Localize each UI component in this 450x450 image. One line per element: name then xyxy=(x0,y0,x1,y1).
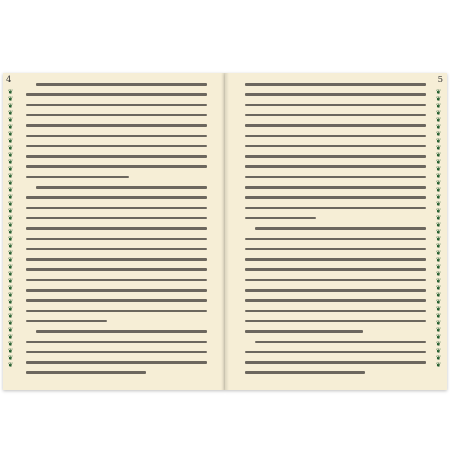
text-line xyxy=(245,330,363,333)
text-line xyxy=(26,320,107,323)
text-line xyxy=(26,155,207,158)
open-book xyxy=(0,73,450,390)
text-line xyxy=(26,124,207,127)
right-ornament-border: ❦ ❦ ❦ ❦ ❦ ❦ ❦ ❦ ❦ ❦ ❦ ❦ ❦ ❦ ❦ ❦ ❦ ❦ ❦ ❦ ❦ ❦ ❦ ❦ ❦ ❦ ❦ ❦ ❦ ❦ ❦ ❦ ❦ ❦ ❦ ❦ ❦ ❦ ❦ ❦ xyxy=(435,89,442,369)
text-line xyxy=(245,371,365,374)
text-line xyxy=(26,310,207,313)
text-line xyxy=(245,155,426,158)
text-line xyxy=(255,227,426,230)
text-line xyxy=(26,217,207,220)
text-line xyxy=(245,310,426,313)
text-line xyxy=(255,341,426,344)
left-page-number: 4 xyxy=(6,75,12,85)
text-line xyxy=(26,93,207,96)
text-line xyxy=(36,330,207,333)
text-line xyxy=(26,145,207,148)
text-line xyxy=(245,238,426,241)
text-line xyxy=(26,351,207,354)
text-line xyxy=(36,83,207,86)
text-line xyxy=(26,165,207,168)
text-line xyxy=(26,196,207,199)
text-line xyxy=(26,268,207,271)
right-page-number: 5 xyxy=(437,75,443,85)
text-line xyxy=(26,135,207,138)
text-line xyxy=(26,114,207,117)
text-line xyxy=(245,289,426,292)
text-line xyxy=(26,341,207,344)
text-line xyxy=(26,371,146,374)
left-page xyxy=(3,73,225,390)
text-line xyxy=(245,165,426,168)
text-line xyxy=(26,238,207,241)
text-line xyxy=(36,186,207,189)
text-line xyxy=(245,258,426,261)
text-line xyxy=(245,196,426,199)
text-line xyxy=(245,104,426,107)
text-line xyxy=(245,351,426,354)
text-line xyxy=(245,114,426,117)
text-line xyxy=(26,299,207,302)
text-line xyxy=(245,279,426,282)
text-line xyxy=(26,176,129,179)
text-line xyxy=(245,145,426,148)
text-line xyxy=(26,207,207,210)
text-line xyxy=(26,289,207,292)
text-line xyxy=(26,248,207,251)
text-line xyxy=(26,361,207,364)
text-line xyxy=(245,83,426,86)
left-ornament-border: ❦ ❦ ❦ ❦ ❦ ❦ ❦ ❦ ❦ ❦ ❦ ❦ ❦ ❦ ❦ ❦ ❦ ❦ ❦ ❦ ❦ ❦ ❦ ❦ ❦ ❦ ❦ ❦ ❦ ❦ ❦ ❦ ❦ ❦ ❦ ❦ ❦ ❦ ❦ ❦ xyxy=(7,89,14,369)
text-line xyxy=(245,135,426,138)
text-line xyxy=(245,186,426,189)
text-line xyxy=(26,227,207,230)
text-line xyxy=(245,268,426,271)
text-line xyxy=(245,248,426,251)
text-line xyxy=(245,320,426,323)
text-line xyxy=(245,207,426,210)
text-line xyxy=(245,299,426,302)
text-line xyxy=(245,93,426,96)
text-line xyxy=(245,217,316,220)
book-gutter xyxy=(221,73,229,390)
text-line xyxy=(26,279,207,282)
text-line xyxy=(245,124,426,127)
text-line xyxy=(26,258,207,261)
text-line xyxy=(26,104,207,107)
right-page xyxy=(225,73,447,390)
text-line xyxy=(245,176,426,179)
text-line xyxy=(245,361,426,364)
